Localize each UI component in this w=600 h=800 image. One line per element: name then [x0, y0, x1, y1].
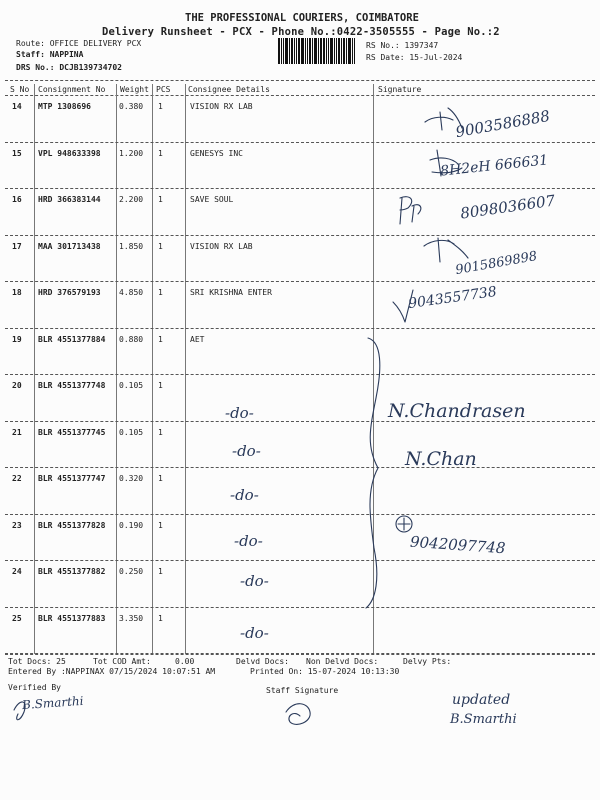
- row-consignment: MAA 301713438: [38, 241, 101, 251]
- row-sno: 15: [12, 148, 22, 158]
- delivered-docs: Delvd Docs:: [236, 657, 289, 666]
- row-consignment: VPL 948633398: [38, 148, 101, 158]
- table-row: [0, 561, 600, 607]
- ditto-mark-21: -do-: [232, 442, 261, 460]
- table-row: [0, 422, 600, 468]
- rs-number: RS No.: 1397347: [366, 41, 439, 50]
- row-weight: 0.250: [119, 567, 144, 576]
- row-weight: 4.850: [119, 288, 144, 297]
- table-row: [0, 282, 600, 328]
- row-consignee: SAVE SOUL: [190, 195, 234, 204]
- table-row: [0, 608, 600, 654]
- row-weight: 2.200: [119, 195, 144, 204]
- row-consignment: BLR 4551377748: [38, 381, 106, 390]
- row-consignment: BLR 4551377884: [38, 334, 106, 344]
- row18-handwritten-phone: 9043557738: [407, 283, 498, 313]
- row-sno: 25: [12, 613, 22, 623]
- verified-by-label: Verified By: [8, 683, 61, 692]
- row-sno: 18: [12, 288, 22, 297]
- row-pcs: 1: [158, 148, 163, 158]
- row-weight: 0.380: [119, 102, 144, 111]
- row-consignment: BLR 4551377883: [38, 613, 106, 623]
- ditto-mark-22: -do-: [230, 486, 259, 504]
- row-weight: 0.880: [119, 334, 144, 344]
- printed-on: Printed On: 15-07-2024 10:13:30: [250, 667, 400, 676]
- col-signature: Signature: [378, 85, 422, 94]
- row-weight: 0.105: [119, 381, 144, 390]
- rs-date: RS Date: 15-Jul-2024: [366, 53, 463, 62]
- row-pcs: 1: [158, 520, 163, 530]
- row16-handwritten-phone: 8098036607: [459, 191, 557, 223]
- row-pcs: 1: [158, 613, 163, 623]
- ditto-mark-20: -do-: [225, 404, 254, 422]
- row-pcs: 1: [158, 241, 163, 251]
- row-consignment: BLR 4551377747: [38, 474, 106, 483]
- row17-handwritten-phone: 9015869898: [454, 248, 539, 279]
- barcode: [278, 38, 358, 64]
- row-weight: 3.350: [119, 613, 144, 623]
- row-sno: 22: [12, 474, 22, 483]
- ditto-mark-23: -do-: [234, 532, 263, 550]
- table-row: [0, 329, 600, 375]
- route-label: Route: OFFICE DELIVERY PCX: [16, 39, 142, 48]
- col-sno: S No: [10, 85, 30, 94]
- table-row: [0, 468, 600, 514]
- company-name: THE PROFESSIONAL COURIERS, COIMBATORE: [185, 12, 419, 24]
- staff-label: Staff: NAPPINA: [16, 50, 84, 59]
- staff-signature-label: Staff Signature: [266, 686, 339, 695]
- row-consignment: HRD 366383144: [38, 195, 101, 204]
- row-weight: 1.200: [119, 148, 144, 158]
- drs-number: DRS No.: DCJB139734702: [16, 63, 122, 72]
- receiver-name-2: N.Chan: [405, 448, 477, 470]
- non-delivered-docs: Non Delvd Docs:: [306, 657, 379, 666]
- updated-note: updated: [452, 692, 511, 708]
- col-consignment: Consignment No: [38, 85, 106, 94]
- row-pcs: 1: [158, 427, 163, 437]
- row23-handwritten-phone: 9042097748: [409, 532, 506, 558]
- ditto-mark-25: -do-: [240, 624, 269, 642]
- row-sno: 16: [12, 195, 22, 204]
- row-pcs: 1: [158, 381, 163, 390]
- total-cod-label: Tot COD Amt:: [93, 657, 151, 666]
- row-consignment: BLR 4551377882: [38, 567, 106, 576]
- row-pcs: 1: [158, 567, 163, 576]
- verified-by-signature: B.Smarthi: [21, 693, 84, 713]
- row15-handwritten-code: 8H2eH 666631: [439, 152, 549, 180]
- row-consignee: SRI KRISHNA ENTER: [190, 288, 272, 297]
- row-weight: 0.190: [119, 520, 144, 530]
- row-pcs: 1: [158, 474, 163, 483]
- row-sno: 24: [12, 567, 22, 576]
- row-weight: 1.850: [119, 241, 144, 251]
- row-sno: 21: [12, 427, 22, 437]
- row-pcs: 1: [158, 288, 163, 297]
- row-sno: 23: [12, 520, 22, 530]
- row-sno: 17: [12, 241, 22, 251]
- row-pcs: 1: [158, 102, 163, 111]
- total-docs: Tot Docs: 25: [8, 657, 66, 666]
- row-consignment: MTP 1308696: [38, 102, 91, 111]
- table-row: [0, 515, 600, 561]
- total-cod-value: 0.00: [175, 657, 195, 666]
- updated-by-name: B.Smarthi: [450, 712, 517, 727]
- row-pcs: 1: [158, 334, 163, 344]
- col-weight: Weight: [120, 85, 149, 94]
- row-consignee: AET: [190, 334, 205, 344]
- row-consignment: BLR 4551377745: [38, 427, 106, 437]
- delivery-points: Delvy Pts:: [403, 657, 452, 666]
- row-consignment: BLR 4551377828: [38, 520, 106, 530]
- row-consignment: HRD 376579193: [38, 288, 101, 297]
- col-pcs: PCS: [156, 85, 171, 94]
- receiver-name-1: N.Chandrasen: [388, 400, 526, 422]
- page-title: Delivery Runsheet - PCX - Phone No.:0422-3505555 - Page No.:2: [102, 26, 500, 38]
- row-sno: 20: [12, 381, 22, 390]
- row-sno: 14: [12, 102, 22, 111]
- col-consignee: Consignee Details: [188, 85, 270, 94]
- row-weight: 0.320: [119, 474, 144, 483]
- row-sno: 19: [12, 334, 22, 344]
- row-consignee: GENESYS INC: [190, 148, 243, 158]
- row14-handwritten-phone: 9003586888: [454, 106, 552, 142]
- row-weight: 0.105: [119, 427, 144, 437]
- row-consignee: VISION RX LAB: [190, 241, 253, 251]
- row-consignee: VISION RX LAB: [190, 102, 253, 111]
- row-pcs: 1: [158, 195, 163, 204]
- ditto-mark-24: -do-: [240, 572, 269, 590]
- entered-by: Entered By :NAPPINAX 07/15/2024 10:07:51 AM: [8, 667, 216, 676]
